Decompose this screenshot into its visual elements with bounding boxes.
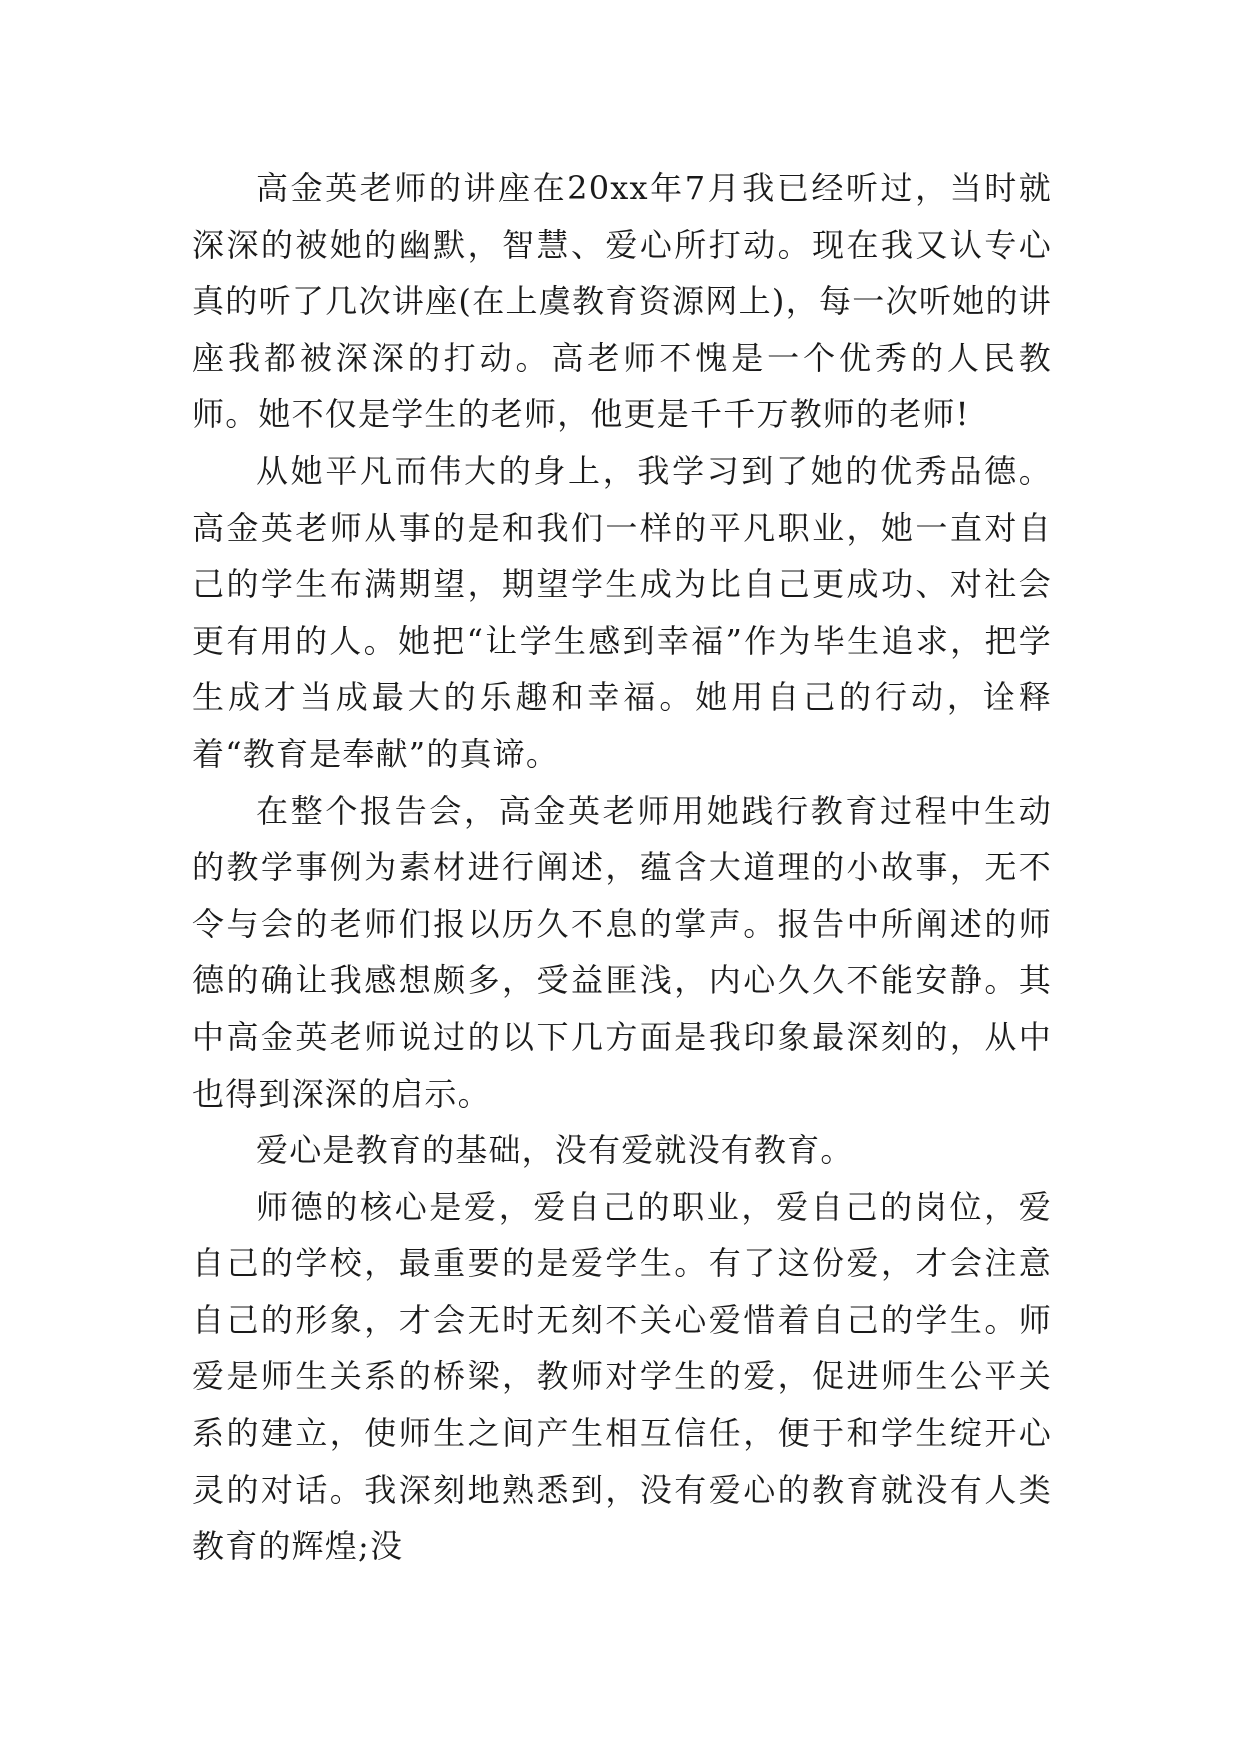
paragraph-4: 爱心是教育的基础，没有爱就没有教育。 (256, 1131, 854, 1170)
paragraph-2: 从她平凡而伟大的身上，我学习到了她的优秀品德。高金英老师从事的是和我们一样的平凡职业，她一直对自己的学生布满期望，期望学生成为比自己更成功、对社会更有用的人。她把“让学生感到幸福”作为毕生追求，把学生成才当成最大的乐趣和幸福。她用自己的行动，诠释着“教育是奉献”的真谛。 (192, 451, 1052, 773)
paragraph-3: 在整个报告会，高金英老师用她践行教育过程中生动的教学事例为素材进行阐述，蕴含大道理的小故事，无不令与会的老师们报以历久不息的掌声。报告中所阐述的师德的确让我感想颇多，受益匪浅，内心久久不能安静。其中高金英老师说过的以下几方面是我印象最深刻的，从中也得到深深的启示。 (192, 791, 1052, 1113)
paragraph-5: 师德的核心是爱，爱自己的职业，爱自己的岗位，爱自己的学校，最重要的是爱学生。有了这份爱，才会注意自己的形象，才会无时无刻不关心爱惜着自己的学生。师爱是师生关系的桥梁，教师对学生的爱，促进师生公平关系的建立，使师生之间产生相互信任，便于和学生绽开心灵的对话。我深刻地熟悉到，没有爱心的教育就没有人类教育的辉煌;没 (192, 1187, 1052, 1566)
paragraph-1: 高金英老师的讲座在20xx年7月我已经听过，当时就深深的被她的幽默，智慧、爱心所打动。现在我又认专心真的听了几次讲座(在上虞教育资源网上)，每一次听她的讲座我都被深深的打动。高老师不愧是一个优秀的人民教师。她不仅是学生的老师，他更是千千万教师的老师! (192, 169, 1052, 434)
document-body (192, 160, 1052, 1575)
